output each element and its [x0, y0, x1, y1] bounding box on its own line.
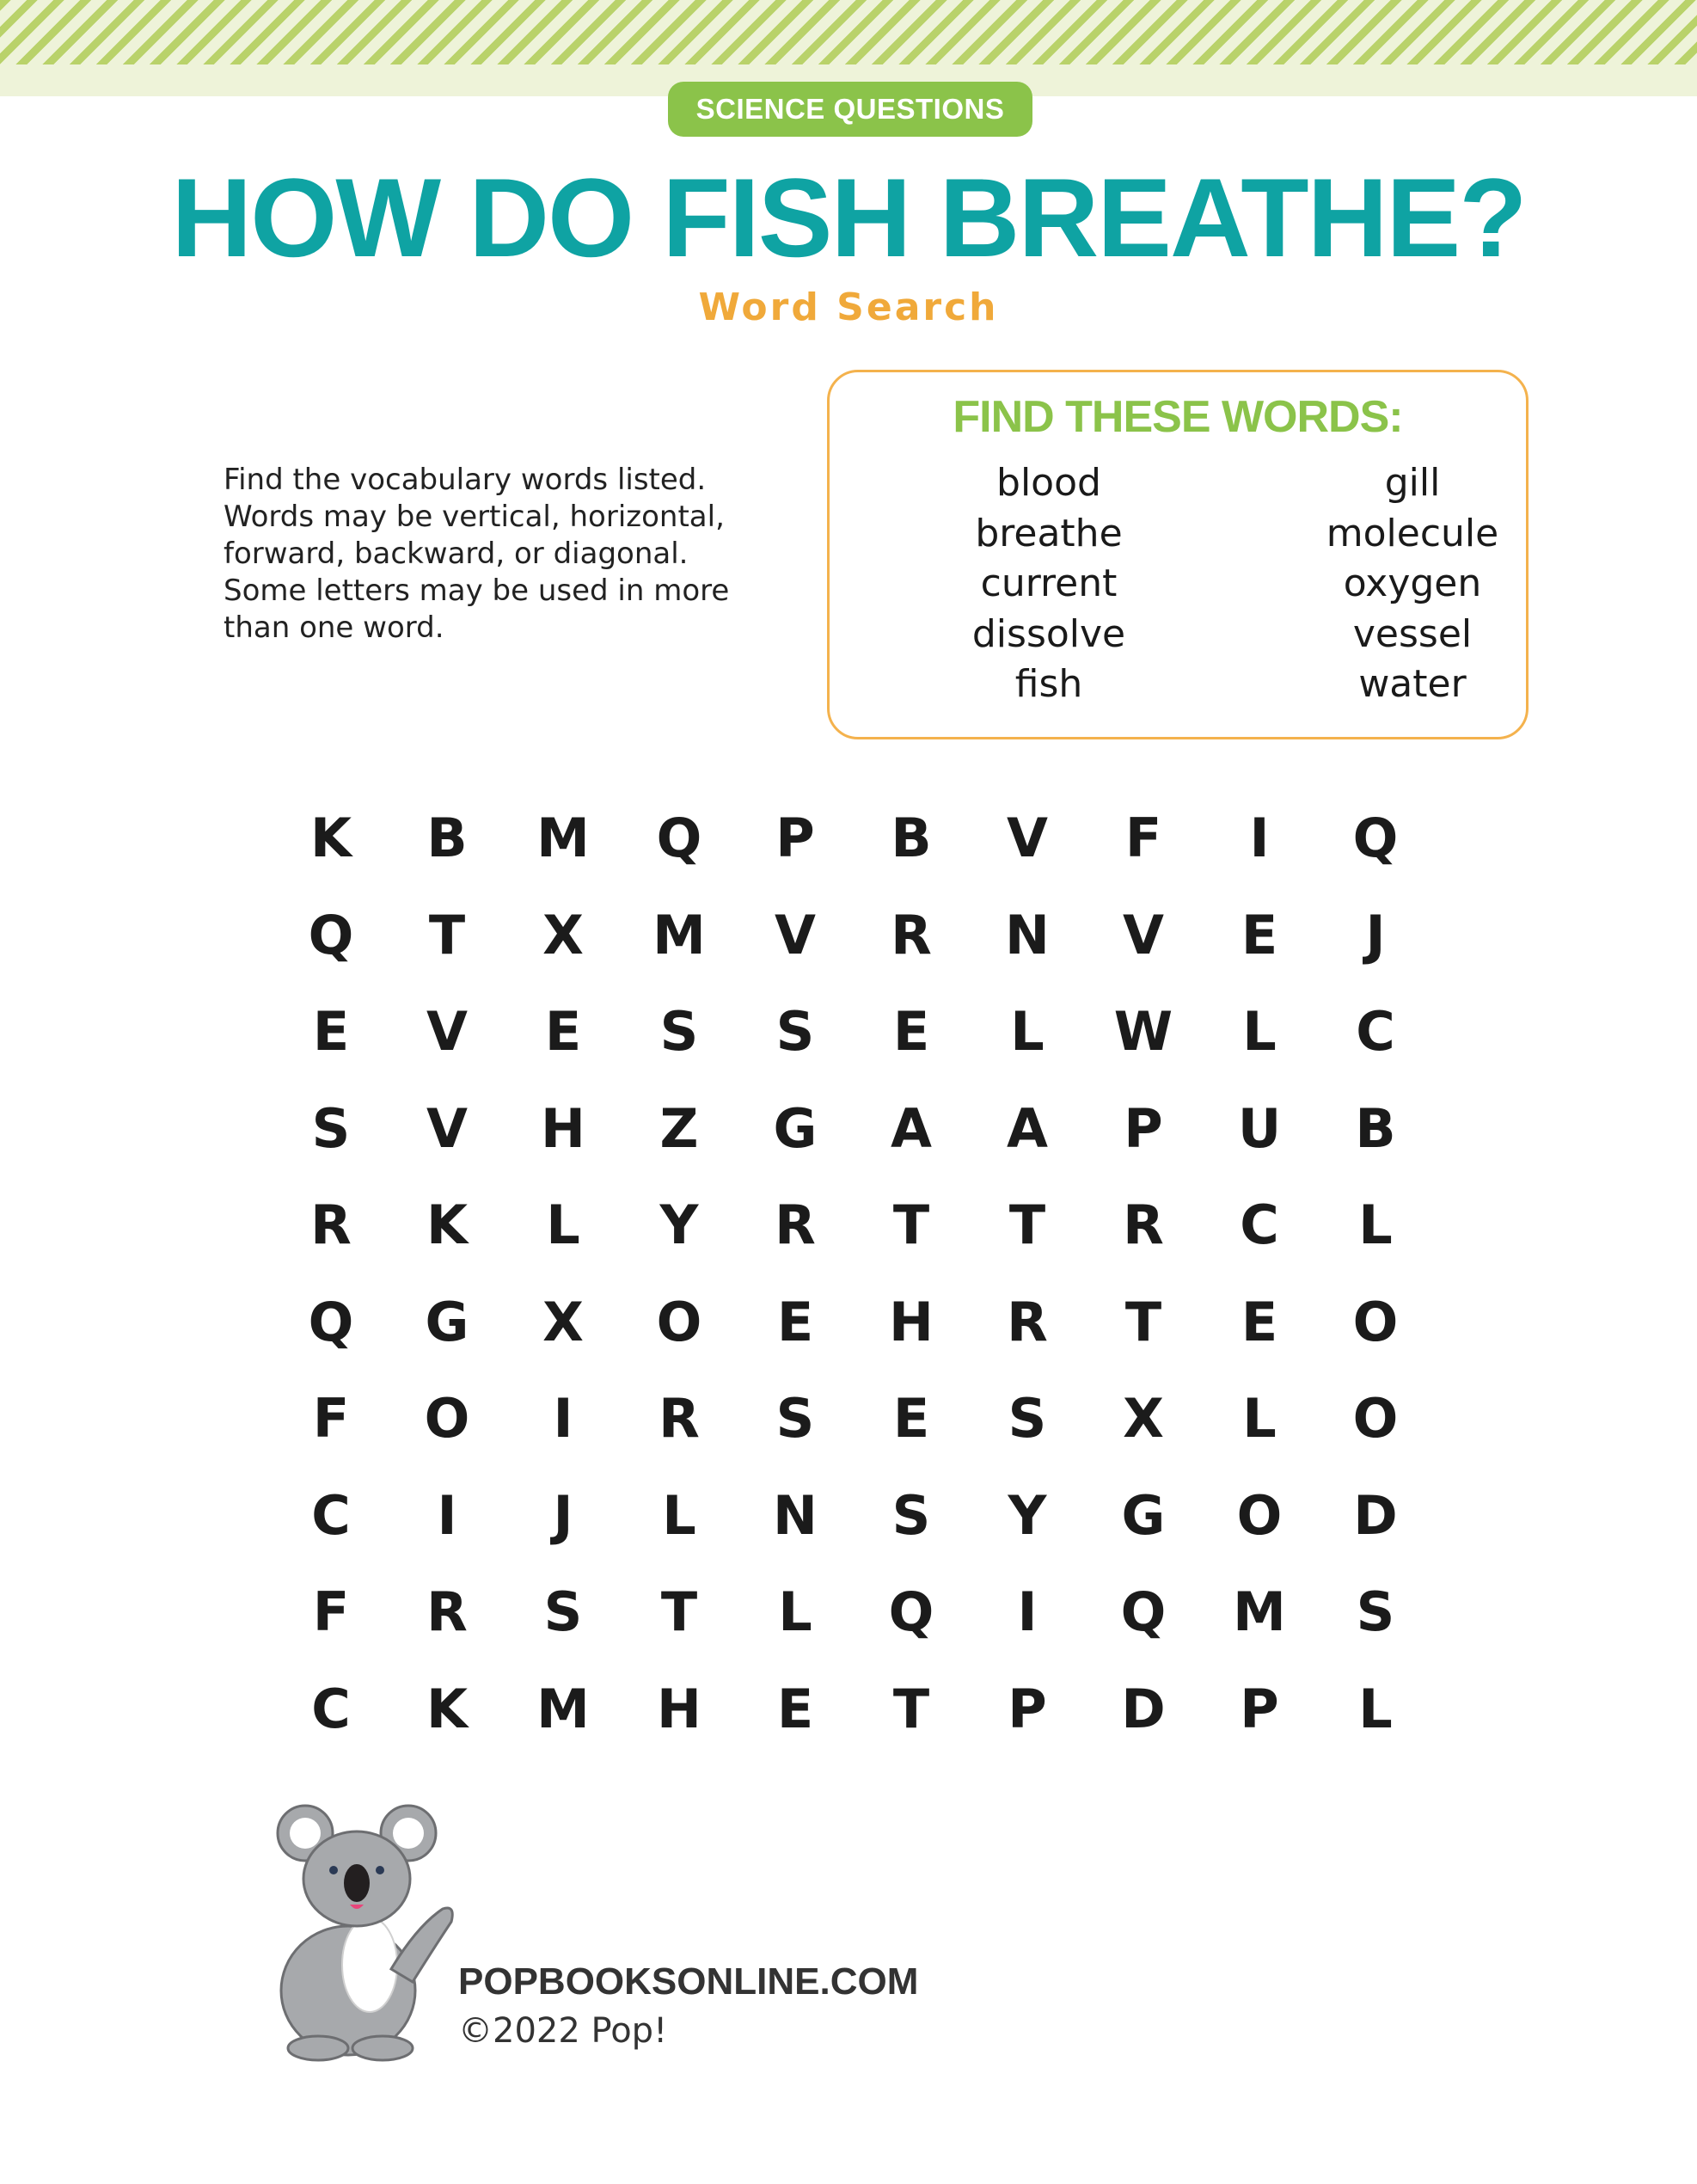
grid-letter: O — [656, 1290, 702, 1353]
word-list-title: FIND THESE WORDS: — [953, 392, 1403, 442]
instruction-line: than one word. — [224, 610, 444, 645]
instruction-line: Some letters may be used in more — [224, 574, 730, 608]
grid-letter: N — [1005, 903, 1050, 966]
grid-letter: H — [657, 1677, 701, 1740]
grid-letter: L — [1242, 1387, 1277, 1450]
grid-letter: M — [652, 903, 706, 966]
instruction-line: Words may be vertical, horizontal, — [224, 500, 725, 534]
grid-letter: R — [426, 1580, 468, 1643]
grid-letter: X — [542, 903, 584, 966]
grid-letter: T — [892, 1193, 930, 1256]
grid-letter: Q — [656, 807, 702, 869]
grid-letter: V — [1007, 807, 1048, 869]
grid-letter: K — [426, 1677, 469, 1740]
grid-letter: V — [426, 1000, 468, 1063]
grid-letter: Y — [1008, 1483, 1047, 1547]
grid-letter: E — [776, 1290, 814, 1353]
word-item: oxygen — [1343, 561, 1482, 605]
word-item: current — [980, 561, 1118, 605]
grid-letter: P — [775, 807, 815, 869]
grid-letter: L — [1010, 1000, 1045, 1063]
striped-border — [0, 0, 1697, 64]
word-list-box — [827, 370, 1529, 739]
category-badge: SCIENCE QUESTIONS — [668, 82, 1032, 137]
grid-letter: M — [1233, 1580, 1286, 1643]
grid-letter: F — [1124, 807, 1162, 869]
grid-letter: T — [428, 903, 466, 966]
grid-letter: L — [546, 1193, 580, 1256]
copyright-text: ©2022 Pop! — [458, 2011, 668, 2051]
grid-letter: S — [891, 1483, 931, 1547]
grid-letter: S — [775, 1387, 815, 1450]
word-list-right-column — [1283, 458, 1541, 710]
grid-letter: E — [892, 1387, 930, 1450]
grid-letter: E — [892, 1000, 930, 1063]
grid-letter: P — [1124, 1096, 1163, 1160]
word-item: dissolve — [971, 611, 1126, 656]
grid-letter: F — [312, 1387, 350, 1450]
grid-letter: T — [660, 1580, 698, 1643]
grid-letter: X — [542, 1290, 584, 1353]
website-url: POPBOOKSONLINE.COM — [458, 1960, 919, 2003]
word-list-left-column — [920, 458, 1178, 710]
grid-letter: T — [1008, 1193, 1046, 1256]
grid-letter: O — [1352, 1387, 1399, 1450]
grid-letter: E — [1241, 903, 1278, 966]
grid-letter: A — [1007, 1096, 1048, 1160]
koala-illustration — [241, 1797, 464, 2064]
word-item: blood — [996, 461, 1101, 505]
grid-letter: Q — [308, 903, 354, 966]
grid-letter: E — [544, 1000, 582, 1063]
grid-letter: K — [309, 807, 352, 869]
grid-letter: R — [1123, 1193, 1164, 1256]
grid-letter: L — [778, 1580, 812, 1643]
grid-letter: V — [775, 903, 816, 966]
grid-letter: I — [1017, 1580, 1038, 1643]
grid-letter: S — [1356, 1580, 1395, 1643]
grid-letter: E — [1241, 1290, 1278, 1353]
grid-letter: J — [1365, 903, 1386, 966]
grid-letter: O — [424, 1387, 470, 1450]
grid-letter: Q — [1352, 807, 1399, 869]
grid-letter: P — [1240, 1677, 1279, 1740]
grid-letter: G — [425, 1290, 469, 1353]
grid-letter: I — [1249, 807, 1270, 869]
grid-letter: Q — [1120, 1580, 1167, 1643]
grid-letter: L — [1358, 1193, 1393, 1256]
grid-letter: W — [1113, 1000, 1173, 1063]
grid-letter: G — [773, 1096, 818, 1160]
grid-letter: B — [426, 807, 468, 869]
grid-letter: S — [1008, 1387, 1047, 1450]
grid-letter: A — [891, 1096, 932, 1160]
grid-letter: O — [1352, 1290, 1399, 1353]
grid-letter: S — [775, 1000, 815, 1063]
grid-letter: B — [1355, 1096, 1396, 1160]
word-item: molecule — [1326, 511, 1499, 555]
grid-letter: C — [1356, 1000, 1395, 1063]
grid-letter: H — [541, 1096, 585, 1160]
grid-letter: S — [543, 1580, 583, 1643]
grid-letter: S — [659, 1000, 699, 1063]
word-item: gill — [1384, 461, 1441, 505]
grid-letter: R — [310, 1193, 352, 1256]
word-item: vessel — [1352, 611, 1473, 656]
grid-letter: C — [1240, 1193, 1279, 1256]
grid-letter: S — [311, 1096, 351, 1160]
grid-letter: K — [426, 1193, 469, 1256]
instruction-line: Find the vocabulary words listed. — [224, 463, 707, 497]
grid-letter: M — [536, 807, 590, 869]
grid-letter: Q — [308, 1290, 354, 1353]
grid-letter: U — [1237, 1096, 1282, 1160]
word-search-grid — [284, 800, 1444, 1763]
grid-letter: J — [553, 1483, 573, 1547]
grid-letter: L — [1358, 1677, 1393, 1740]
grid-letter: P — [1008, 1677, 1047, 1740]
instruction-line: forward, backward, or diagonal. — [224, 537, 689, 571]
grid-letter: H — [889, 1290, 934, 1353]
grid-letter: Q — [888, 1580, 934, 1643]
grid-letter: O — [1236, 1483, 1283, 1547]
word-item: breathe — [975, 511, 1123, 555]
grid-letter: R — [775, 1193, 816, 1256]
word-item: fish — [1014, 662, 1083, 706]
grid-letter: C — [311, 1483, 351, 1547]
grid-letter: C — [311, 1677, 351, 1740]
grid-letter: Z — [659, 1096, 699, 1160]
grid-letter: B — [891, 807, 932, 869]
grid-letter: I — [553, 1387, 573, 1450]
grid-letter: D — [1353, 1483, 1398, 1547]
grid-letter: I — [437, 1483, 457, 1547]
grid-letter: D — [1121, 1677, 1166, 1740]
grid-letter: L — [662, 1483, 696, 1547]
grid-letter: E — [776, 1677, 814, 1740]
page-title: HOW DO FISH BREATHE? — [171, 155, 1526, 280]
grid-letter: T — [1124, 1290, 1162, 1353]
grid-letter: M — [536, 1677, 590, 1740]
grid-letter: Y — [659, 1193, 699, 1256]
grid-letter: G — [1121, 1483, 1166, 1547]
grid-letter: R — [659, 1387, 700, 1450]
word-item: water — [1358, 662, 1467, 706]
grid-letter: N — [773, 1483, 818, 1547]
grid-letter: E — [312, 1000, 350, 1063]
instructions-text — [224, 462, 782, 647]
grid-letter: X — [1123, 1387, 1164, 1450]
grid-letter: F — [312, 1580, 350, 1643]
grid-letter: V — [426, 1096, 468, 1160]
grid-letter: R — [891, 903, 932, 966]
grid-letter: V — [1123, 903, 1164, 966]
grid-letter: T — [892, 1677, 930, 1740]
grid-letter: R — [1007, 1290, 1048, 1353]
grid-letter: L — [1242, 1000, 1277, 1063]
page-subtitle: Word Search — [698, 285, 999, 329]
